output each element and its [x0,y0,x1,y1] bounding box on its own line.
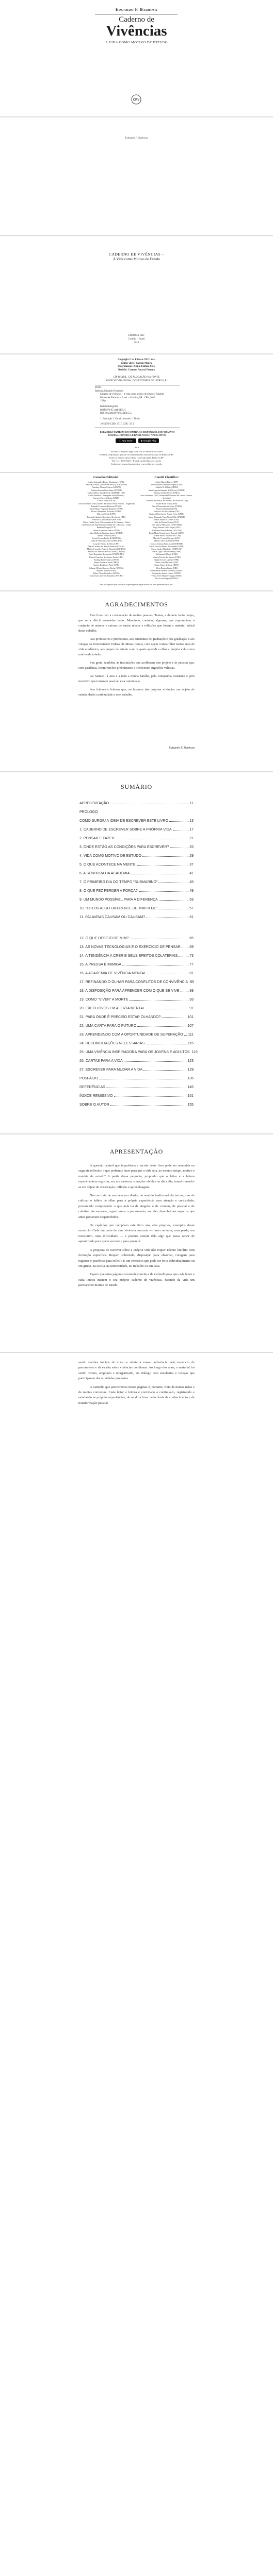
toc-entry[interactable] [79,958,194,967]
apple-icon [119,439,121,442]
toc-entry-page: 89 [189,989,194,993]
rights-line1: Foi feito o depósito legal conf. Lei 10.994 de 14/12/2004 [110,450,163,453]
cover-subtitle: A VIDA COMO MOTIVO DE ESTUDO [105,41,168,44]
council-member: Jarbas Mauricio Gomes (UFU) [154,518,180,521]
council-member: Elizeu Clementino de Souza (UNEB) [151,505,182,507]
toc-entry-title: 22. UMA CARTA PARA O FUTURO [79,1024,137,1028]
rights-line4: Tel.: (41) 3039-6418 – E-mail: sac@editoracrv.com.br [111,460,162,462]
toc-entry[interactable] [79,849,194,858]
toc-entry-page: 111 [188,1033,194,1037]
toc-leader [159,900,189,901]
toc-entry[interactable] [79,867,194,875]
council-member: Sydione Santos (UEPG) [97,569,116,572]
toc-entry-title: 21. PARA ONDE É PRECISO ESTAR OLHANDO? [79,1015,161,1019]
copyright-line1: Copyright © da Editora CRV Ltda. [118,359,155,361]
toc-entry[interactable] [79,1010,194,1019]
toc-entry[interactable] [79,975,194,984]
toc-entry-title: PRÓLOGO [79,810,98,814]
toc-entry-page: 115 [187,1042,194,1045]
catalog-line: DOI 10.24824/978854443155.5 [100,412,132,415]
toc-leader [181,991,189,992]
toc-entry-page: 93 [189,998,194,1002]
toc-entry-title: APRESENTAÇÃO [79,802,109,805]
council-member: Élsio José Corá (UFFS) [97,513,116,516]
toc-entry[interactable] [79,1063,194,1072]
presentation-page [0,1134,273,1351]
cip-sub: SINDICATO NACIONAL DOS EDITORES DE LIVROS, RJ [105,379,168,382]
catalog-line: Inclui bibliografia [100,405,118,408]
toc-entry-title: 23. APRENDENDO COM A OPORTUNIDADE DE SUPERAÇÃO [79,1033,183,1037]
toc-entry-page: 49 [189,889,194,893]
toc-list [79,796,198,1107]
council-member: Tadeu Oliver Gonçalves (UFPA) [93,572,120,574]
toc-leader [124,1061,187,1062]
toc-entry-title: 4. VIDA COMO MOTIVO DE ESTUDO [79,854,141,858]
catalog-line: B238c [95,386,102,389]
council-member: Jorge Nassim Vieira Najjar (UFF) [153,527,181,529]
publisher-logo [131,94,141,105]
copyright-year: 2019 [134,446,139,449]
toc-entry[interactable] [79,1072,194,1080]
catalog-line: Fernandes Barbosa. – 1. ed. – Curitiba, PR : CRV, 2019. [100,396,156,399]
continuation-body [78,1360,195,1409]
council-member: Francisco Carlos Duarte (PUC-PR) [92,518,121,521]
council-member: Rodrigo Pratte-Santos (UFES) [94,558,119,561]
toc-entry-page: 61 [189,916,194,919]
toc-leader [184,1035,187,1036]
toc-entry-title: 3. ONDE ESTÃO AS CONDIÇÕES PARA ESCREVER? [79,845,169,849]
toc-entry[interactable] [79,1028,194,1037]
council-member: Barbara Coelho Neves (UFBA) [154,492,180,494]
toc-entry-page: 107 [187,1024,194,1028]
council-left-list [77,481,135,578]
toc-leader [173,830,189,831]
toc-entry-title: 26. CARTAS PARA A VIDA [79,1059,123,1063]
copyright-credits [0,359,273,372]
toc-entry-page: 135 [187,1077,194,1080]
toc-entry-page: 123 [187,1059,194,1063]
council-member: Celso Conti (UFSCar) [97,500,116,502]
council-member: Suzana dos Santos Gomes (UFMG) [152,572,181,574]
continuation-page [0,1353,273,1477]
blank-area [0,1477,273,2576]
toc-entry-title: 25. UMA VIVÊNCIA INSPIRADORA PARA OS JOVENS E ADULTOS [79,1050,190,1054]
council-member: Jailson Alves dos Santos (UFRJ) [93,529,120,532]
toc-heading: SUMÁRIO [121,783,152,790]
toc-entry[interactable] [79,832,194,840]
toc-entry-title: 18. A DISPOSIÇÃO PARA APRENDER COM O QUE SE VIVE [79,989,180,993]
council-member: Aldira Guimarães Duarte Domínguez (UNB) [88,481,125,483]
toc-entry-title: 12. O QUE DESEJO DE MIM? [79,937,129,940]
catalog-line: 19-56999 CDD: 371.3 CDU: 37.1 [100,423,134,426]
council-member: Andréia N. Militão (UEMS) [155,486,179,489]
continuation-paragraph: sendo versões iniciais do curso e oferta à nossa preferência pelo exercício de pensamento e da escrita sobre vivências cotidianas. Ao longo dos anos, o material foi sendo revisto, ampliado e reorganizado, em diálogo com estudantes e colegas que participaram das atividades propostas. [78,1361,195,1381]
council-member: Irineu Aliprando Tuim Viotto Filho (UNESP) [148,516,185,518]
council-member: Ana Chrystina Venancio Mignot (UERJ) [150,484,183,486]
toc-entry[interactable] [79,875,194,884]
toc-entry[interactable] [79,840,194,849]
toc-entry-title: SOBRE O AUTOR [79,1103,109,1107]
council-member: Mohammed Elhajji (UFRJ) [155,553,178,556]
title-page-title: CADERNO DE VIVÊNCIAS – [109,252,164,257]
catalog-record [95,385,180,428]
council-member: Maria Lília Imbiriba Sousa Colares (UFOPA) [88,551,125,553]
toc-entry-page: 25 [189,845,194,849]
presentation-paragraph: A proposta de escrever sobre a própria vida não requer talento literário nem formação específica. Requer, sobretudo, disposição para observar, coragem para registrar e paciência para refletir. É um exercício que pode ser feito individualmente ou em grupo, na escola, na universidade, no trabalho ou em casa. [78,1248,195,1268]
toc-leader [114,1096,187,1097]
toc-leader [110,1105,186,1106]
continuation-paragraph: O caminho que percorremos nestas páginas é, portanto, fruto de muitas mãos e de muitas conversas. Cada leitor e leitora é convidado a continuá-lo, registrando e estudando as próprias experiências, de modo a fazer delas fonte de conhecimento e de transformação pessoal. [78,1385,195,1405]
cover-author: Eduardo F. Barbosa [115,7,158,12]
google-play-label: Google Play [143,439,156,442]
cip-title: CIP-BRASIL. CATALOGAÇÃO-NA-FONTE [113,376,160,379]
toc-entry-title: 17. REFINANDO O OLHAR PARA CONFLITOS DE CONVIVÊNCIA [79,980,188,984]
council-member: Maria Ligia Carvalho Sena (UFPB) [152,551,181,553]
presentation-body [78,1163,195,1292]
toc-entry-page: 145 [187,1086,194,1089]
toc-entry[interactable] [79,1089,194,1098]
toc-page [0,772,273,1132]
council-member: Carmen Tereza Velanga (UNIR) [93,497,120,500]
council-member: Anselmo Alencar Colares (UFOPA) [92,486,121,489]
council-member: Lourdes Helena da Silva (UFV) [93,543,119,545]
toc-entry[interactable] [79,940,194,949]
copyright-page [0,354,273,471]
toc-entry-title: 15. A PRESSA É INIMIGA [79,963,121,967]
council-member: João Adalberto Campato Junior (UNESP) [89,532,123,534]
crv-logo-icon [131,94,141,105]
toc-entry-page: 53 [189,898,194,902]
toc-entry-title: 24. RECONCILIAÇÕES NECESSÁRIAS [79,1042,145,1045]
toc-entry-page: 77 [189,963,194,967]
copyright-line3: Diagramação e Capa: Editora CRV [118,365,155,368]
toc-entry[interactable] [79,1037,194,1045]
toc-leader [137,1026,186,1027]
council-member: Elione Maria Nogueira Diogenes (UFAL) [89,508,123,511]
council-member: Vânia Alves Martins Chaigar (FURG) [151,575,182,578]
council-member: Leonel Severo Rocha (UNISINOS) [92,537,121,540]
toc-entry[interactable] [79,884,194,893]
toc-entry[interactable] [79,1045,198,1054]
toc-leader [143,1070,186,1071]
toc-entry-page: 129 [187,1068,194,1072]
toc-entry-page: 41 [189,872,194,875]
council-member: Eliane Rose Maio (UEM) [156,502,178,505]
toc-entry-title: 2. PENSAR E FAZER [79,837,115,840]
acknowledgments-page [0,591,273,770]
council-right-title: Comitê Científico: [154,476,179,479]
council-member: Najela Tavares Ujiie (UTFPR) [154,558,179,561]
toc-entry-page: 37 [189,863,194,867]
council-member: Maria Cristina dos Santos Bezerra (UFSCar) [88,545,124,548]
council-member: Silvia Regina Canan (URI) [155,567,178,569]
toc-entry[interactable] [79,814,194,823]
toc-entry[interactable] [79,1002,194,1010]
toc-entry-title: 27. ESCREVER PARA MUDAR A VIDA [79,1068,143,1072]
catalog-line: 1. Educação 2. Estudo e ensino I. Título [100,417,140,420]
toc-entry[interactable] [79,1054,194,1063]
council-member: Tania Suely Azevedo Brasileiro (UFOPA) [89,575,123,578]
toc-entry-page: 85 [190,980,194,984]
council-member: Sonia Maria Ferreira Koehler (UNISAL) [150,569,183,572]
toc-entry-page: 21 [189,837,194,840]
toc-entry-title: 19. COMO "VIVER" A MORTE [79,998,129,1002]
council-member: Mônica Pereira dos Santos (UFRJ) [152,556,181,558]
council-member: Maria Eurácia Barreto de Andrade (UFRB) [149,545,184,548]
council-right-list [138,481,196,581]
toc-entry-page: 101 [187,1015,194,1019]
toc-entry-page: 81 [189,972,194,975]
toc-entry-title: 10. "ESTOU ALGO DIFERENTE DE MIM HOJE" [79,907,158,910]
toc-entry-title: ÍNDICE REMISSIVO [79,1094,113,1098]
toc-entry-title: POSFÁCIO [79,1077,99,1080]
play-icon: ▶ [141,439,143,442]
toc-entry[interactable] [79,984,194,993]
council-member: Andréia da Silva Quintanilha Sousa (UNIR/UFRN) [85,484,127,486]
toc-entry-page: 69 [189,945,194,949]
ack-heading: AGRADECIMENTOS [105,601,168,608]
council-member: Lúcia Maria Gonçalves de Resende (UFPE) [149,532,185,534]
toc-entry[interactable] [79,1019,194,1028]
council-member: Lindomar Wessler Boneti (PUC-PR) [152,529,182,532]
catalog-line: ISBN 978-85-444-3155-5 [100,409,126,412]
toc-entry-title: COMO SURGIU A IDEIA DE ESCREVER ESTE LIVRO [79,819,168,823]
toc-entry[interactable] [79,858,194,867]
app-store-badge[interactable] [116,438,136,443]
toc-leader [137,865,189,866]
toc-entry-page: 151 [187,1094,194,1098]
svg-text:CRV: CRV [133,98,140,102]
rights-line3: Todos os direitos desta edição reservados pela: Editora CRV [109,456,164,459]
council-member: Carlos Alberto Vilar Estêvão (UMINHO – PT) [87,492,125,494]
council-member: Sérgio Nunes de Jesus (IFRO) [154,564,179,567]
toc-entry-title: REFERÊNCIAS [79,1086,105,1089]
title-page [0,236,273,353]
council-member: Cesar Gerónimo Tello (Univer. Nacional Três de Febrero – Argentina) [78,502,135,505]
toc-entry[interactable] [79,805,194,814]
cover-page [0,0,273,116]
council-member: Helmuth Krüger (UCP) [97,527,116,529]
toc-entry-page: 97 [189,1007,194,1010]
council-member: Francisco Ari de Andrade (UFC) [153,511,180,513]
presentation-paragraph: Não se trata de escrever um diário, no sentido tradicional do termo, mas de cultivar o hábito de olhar para a própria experiência com atenção e curiosidade, procurando compreender o que nela há de singular e de comum, de pessoal e de coletivo. Ao escrever, organizamos o pensamento; ao reler, descobrimos aspectos que antes passavam despercebidos. [78,1194,195,1219]
toc-entry[interactable] [79,902,194,910]
catalog-line: 156 p. [100,400,106,403]
council-member: Marcia Alves da Silva (UFPel) [154,540,179,543]
toc-entry-title: 14. A TENDÊNCIA A CRER E SEUS EFEITOS COLATERAIS [79,954,178,958]
toc-entry-title: 13. AS NOVAS TECNOLOGIAS E O EXERCÍCIO DE PENSAR [79,945,181,949]
toc-entry-title: 8. O QUE FEZ PERDER A FORÇA? [79,889,138,893]
google-play-badge[interactable] [138,438,159,443]
council-footer: Este livro passou por avaliação e aprovação às cegas de dois ou mais pareceristas ad hoc. [100,583,173,586]
cover-title-line1: Caderno de [119,15,154,24]
council-member: Diosnel Centurion (Univ Americ. de Asunción – Py) [146,500,188,502]
toc-entry-page: 17 [189,828,194,832]
council-member: Jadir de Morais Pessoa (UCG) [154,521,179,524]
council-member: Cesar Gerónimo Tello (Universidad Nacional de Três de Febrero – Argentina) [140,495,194,500]
council-member: Gustavo Henrique de Araújo Freire (UFPE) [149,513,184,516]
toc-entry-title: 6. A SENHORA DA ACADEMIA [79,872,130,875]
council-member: Renato Francisco dos Santos Paula (UFG) [89,556,123,558]
council-member: Paulo Romualdo Hernandes (UNIFAL-MG) [88,553,124,556]
council-member: Lídia de Oliveira Xavier (UNIEURO) [91,540,122,543]
title-page-year: 2019 [134,342,139,344]
toc-entry[interactable] [79,993,194,1002]
rights-block [77,450,196,466]
toc-entry-page: 65 [189,937,194,940]
rights-line5: Conheça os nossos lançamentos: www.editoracrv.com.br [110,463,163,465]
council-member: Marcos Vinicius Francisco (UNOESTE) [150,543,183,545]
toc-entry-page: 57 [189,907,194,910]
council-member: Altair Alberto Fávero (UPF) [155,481,179,483]
council-member: Simone Rodrigues Pinto (UNB) [93,564,119,567]
title-page-publisher: EDITORA CRV [128,334,145,337]
council-member: Carlos Federico Dominguez Avila (Unieuro) [88,495,124,497]
ack-paragraph: Aos professores e professoras, aos estudantes de graduação e pós-graduação e aos colegas da Universidade Federal de Minas Gerais, com quem compartilhei tantos anos de vida acadêmica; aos grupos de estudo com os quais aprendi a olhar a própria vida como motivo de estudo. [78,637,195,656]
cover-title-line2: Vivências [106,23,167,39]
council-member: Eduardo Fernandes Barbosa (UFMG) [91,505,122,507]
ack-paragraph: Aos leitores e leitoras que, ao fazerem das próprias vivências um objeto de estudo, darão continuidade a este trabalho. [78,688,195,697]
half-title-author: Eduardo F. Barbosa [125,137,148,140]
ack-paragraph: Sou grato, também, às instituições que acolheram este projeto e às pessoas que, com paciência, leram versões preliminares e ofereceram sugestões valiosas. [78,661,195,670]
toc-entry[interactable] [79,893,194,902]
toc-entry-title: 7. O PRIMEIRO DIA DO TEMPO "SUBMARINO" [79,880,158,884]
toc-leader [129,1000,188,1001]
council-member: Antônio Pereira Gaio Júnior (UFRRJ) [91,489,122,492]
council-member: Sérgio Nunes de Jesus (IFRO) [94,562,119,564]
toc-entry[interactable] [79,910,194,919]
toc-entry[interactable] [79,823,194,832]
toc-entry-title: 5. O QUE ACONTECE NA MENTE [79,863,136,867]
app-store-label: App Store [120,439,132,442]
council-member: Gloria Fariñas León (Universidade de La Havana – Cuba) [83,521,130,524]
council-member: Jane Marcia Mazzarino (UNIVATES) [151,524,182,527]
copyright-line2: Editor-chefe: Railson Moura [121,362,152,365]
toc-leader [179,956,188,957]
council-left-title: Conselho Editorial: [93,476,120,479]
title-page-subtitle: A Vida como Motivo de Estudo [113,257,160,261]
council-member: Guillermo Arias Beatón (Universidade de La Havana – Cuba) [81,524,132,527]
council-member: Maria de Lourdes Pinto de Almeida (UNOESC) [87,548,126,551]
toc-leader [169,821,188,822]
cip-heading [0,376,273,383]
council-member: Marcelo Ferreira Marques (UFC) [153,537,180,540]
toc-entry-page: 11 [189,802,194,805]
council-page [0,473,273,590]
council-member: Josania Portela (UFPI) [97,535,116,537]
toc-leader [142,856,188,857]
council-member: Fernando Antônio Gonçalves Alcoforado (IPB) [87,516,125,518]
council-member: Maria Lurdes Magalhães (UNIPLAC) [151,548,182,551]
toc-entry-title: 1. CADERNO DE ESCREVER SOBRE A PRÓPRIA VIDA [79,828,172,832]
toc-entry-page: 45 [189,880,194,884]
toc-entry[interactable] [79,1098,194,1107]
presentation-paragraph: Espero que estas páginas sirvam de convite e de estímulo para que cada leitor e cada leitora iniciem o seu próprio caderno de vivências, fazendo da vida um permanente motivo de estudo. [78,1273,195,1287]
ack-body [78,613,195,701]
toc-entry[interactable] [79,967,194,975]
toc-entry-page: 29 [189,854,194,858]
toc-entry-page: 119 [191,1050,198,1054]
toc-entry-title: 16. A ACADEMIA DE VIVÊNCIA MENTAL [79,972,147,975]
toc-entry-page: 155 [187,1103,194,1107]
toc-entry[interactable] [79,796,194,805]
council-member: Nilson José Machado (USP) [155,562,179,564]
presentation-paragraph: Os capítulos que compõem este livro são, eles próprios, exemplos desse exercício. Cada um parte de uma vivência concreta — uma conversa, uma perda, um reencontro, uma dificuldade — e procura extrair dela algo que possa servir de aprendizado para quem escreve e para quem lê. [78,1224,195,1244]
toc-entry-title: 9. UM MUNDO POSSÍVEL PARA A DIFERENÇA [79,898,158,902]
catalog-line: Caderno de vivências – a vida como motivo de estudo / Eduardo [100,393,164,396]
toc-entry-page: 13 [189,819,194,823]
digital-notice: ESTA OBRA TAMBÉM ENCONTRA-SE DISPONÍVEL EM FORMATO DIGITAL. CONHEÇA E BAIXE NOSSO APLICATIVO! [100,431,175,436]
copyright-line4: Revisão: Carmem Amaral Pestana [118,368,155,371]
council-member: Solange Helena Ximenes-Rocha (UFOPA) [89,567,124,569]
council-member: Fauston Negreiros (UFPI) [156,508,178,511]
toc-leader [182,947,188,948]
half-title-page [0,117,273,234]
toc-entry[interactable] [79,949,194,958]
toc-entry-page: 73 [189,954,194,958]
catalog-line: Barbosa, Eduardo Fernandes [95,389,124,393]
toc-entry-title: 11. PALAVRAS CAUSAM OU CAUSAM? [79,916,146,919]
title-page-city: Curitiba – Brasil [128,338,145,341]
ack-signature: Eduardo F. Barbosa [168,746,195,750]
toc-entry[interactable] [79,931,194,940]
council-member: Elizeu Clementino de Souza (UNEB) [91,511,122,513]
toc-entry-title: 20. EXECUTIVOS EM ALERTA MENTAL [79,1007,145,1010]
store-badges [116,438,159,443]
rights-line2: Proibida a reprodução parcial ou total desta obra sem autorização da Editora CRV [99,453,174,456]
toc-entry[interactable] [79,1080,194,1089]
ack-paragraph: Ao Samuel, à Ana e a toda a minha família, pela companhia constante e pelo incentivo que tornaram possível esta caminhada. [78,674,195,683]
council-member: Luciana Maria Giovanni (PUC SP) [152,535,181,537]
council-member: Anna Augusta Sampaio de Oliveira (UNESP) [148,489,185,492]
ack-paragraph: Este livro tem a colaboração de muitas pessoas. Tantas, e durante tanto tempo, que seria difícil nomeá-las todas. Menciono, contudo, algumas, que representam o conjunto de autores e autoras de tantos relatos e reflexões que foram o material inicial deste trabalho. [78,614,195,633]
presentation-heading: APRESENTAÇÃO [109,1148,164,1155]
toc-leader [139,891,188,892]
council-member: Vera Lucia Gaspar (UDESC) [155,578,179,580]
presentation-paragraph: A questão central que impulsiona a escrita deste livro pode ser resumida na seguinte reflexão: o que podemos fazer para que a vida seja, ao mesmo tempo, motivo e matéria de estudo? A partir dessa pergunta, proponho que o leitor e a leitora experimentem registrar, em um caderno, situações vividas no dia a dia, transformando-as em objeto de observação, reflexão e aprendizagem. [78,1164,195,1189]
